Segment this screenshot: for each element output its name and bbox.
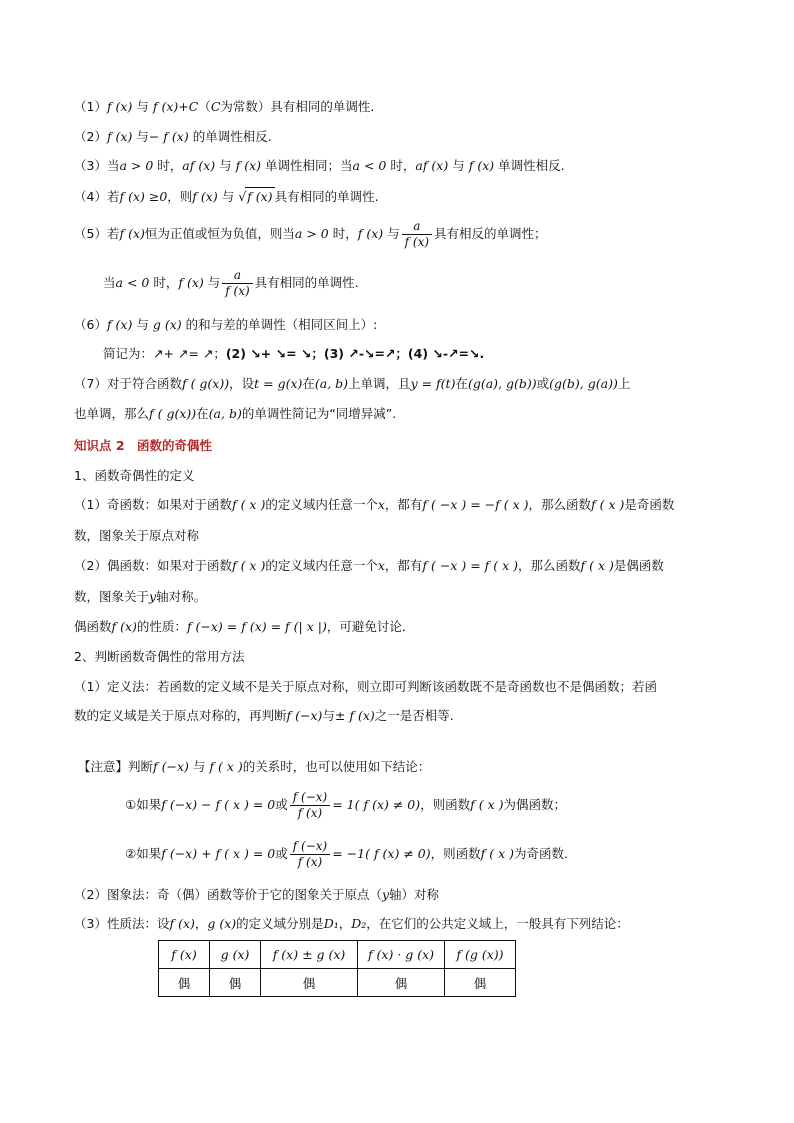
text: 或 xyxy=(275,846,288,861)
table-header-cell: f (g (x)) xyxy=(445,941,516,969)
item-number: （1） xyxy=(74,99,107,114)
numerator: f (−x) xyxy=(292,839,328,853)
text: 恒为正值或恒为负值，则当 xyxy=(144,226,295,241)
text: 时， xyxy=(157,158,183,173)
text: （2）图象法：奇（偶）函数等价于它的图象关于原点（ xyxy=(74,887,382,902)
math: af (x) xyxy=(415,158,449,173)
math: D₂ xyxy=(351,916,367,931)
text: 对于符合函数 xyxy=(106,376,182,391)
math: ± f (x) xyxy=(334,708,375,723)
math: (a, b) xyxy=(314,376,349,391)
math: g (x) xyxy=(207,916,237,931)
text: 是偶函数 xyxy=(613,558,664,573)
denominator: f (x) xyxy=(222,283,252,299)
text: 的关系时，也可以使用如下结论： xyxy=(242,759,431,774)
math: x xyxy=(377,558,385,573)
item-number: （4） xyxy=(74,189,107,204)
math: f (x) xyxy=(111,619,137,634)
text: 在 xyxy=(302,376,315,391)
text: ，那么函数 xyxy=(518,558,581,573)
text: 上单调，且 xyxy=(348,376,411,391)
parity-table xyxy=(158,940,516,997)
text: 的和与差的单调性（相同区间上）: xyxy=(185,317,378,332)
math: (g(a), g(b)) xyxy=(467,376,537,391)
text: ②如果 xyxy=(125,846,162,861)
text: （ xyxy=(198,99,211,114)
fraction xyxy=(222,268,252,299)
property-5-cont xyxy=(103,266,359,300)
math: f (x) xyxy=(119,226,145,241)
text: 与 xyxy=(322,708,335,723)
text: 与 xyxy=(221,189,235,204)
item-number: （6） xyxy=(74,317,107,332)
text: ， xyxy=(338,916,352,931)
text: 为常数）具有相同的单调性. xyxy=(220,99,375,114)
property-4 xyxy=(74,187,379,206)
text: ，则函数 xyxy=(430,846,481,861)
math: f ( −x ) = −f ( x ) xyxy=(422,497,529,512)
text: 简记为：↗+ ↗= ↗； xyxy=(103,346,226,361)
table-header-row xyxy=(159,941,516,969)
math: y = f(t) xyxy=(410,376,456,391)
text: 之一是否相等. xyxy=(374,708,454,723)
text: 为奇函数． xyxy=(513,846,577,861)
text: 的定义域内任意一个 xyxy=(265,497,378,512)
text: 在 xyxy=(455,376,468,391)
math: y xyxy=(381,887,390,902)
math: = 1( f (x) ≠ 0) xyxy=(332,797,421,812)
text: 与 xyxy=(207,275,221,290)
math: f (x)+C xyxy=(152,99,199,114)
text: 时， xyxy=(390,158,416,173)
math: f (x) xyxy=(106,317,133,332)
text: 在 xyxy=(196,406,209,421)
property-7 xyxy=(74,375,630,393)
text: 单调性相同；当 xyxy=(265,158,353,173)
property-2 xyxy=(74,128,272,146)
definition-method: （1）定义法：若函数的定义域不是关于原点对称，则立即可判断该函数既不是奇函数也不是偶函数；若函 xyxy=(74,679,657,694)
text: 若 xyxy=(106,226,120,241)
math: a < 0 xyxy=(115,275,150,290)
sqrt-icon: √ xyxy=(238,189,247,204)
item-number: （3） xyxy=(74,158,107,173)
text: 与 xyxy=(136,129,149,144)
math: af (x) xyxy=(182,158,216,173)
text: ①如果 xyxy=(125,797,162,812)
text: 时， xyxy=(332,226,358,241)
even-function-def xyxy=(74,557,664,575)
text: 具有相反的单调性； xyxy=(434,226,547,241)
table-cell: 偶 xyxy=(445,969,516,997)
property-7-cont xyxy=(74,405,396,423)
odd-function-def xyxy=(74,496,674,514)
math: f ( x ) xyxy=(480,846,514,861)
text: 数的定义域是关于原点对称的，再判断 xyxy=(74,708,287,723)
math: a > 0 xyxy=(294,226,329,241)
numerator: f (−x) xyxy=(292,790,328,804)
text: (2) ↘+ ↘= ↘；(3) ↗-↘=↗；(4) ↘-↗=↘. xyxy=(225,346,485,361)
odd-function-def-cont: 数，图象关于原点对称 xyxy=(74,528,200,543)
text: 与 xyxy=(387,226,400,241)
table-cell: 偶 xyxy=(159,969,210,997)
text: 也单调，那么 xyxy=(74,406,150,421)
math: − f (x) xyxy=(148,129,189,144)
table-header-cell: f (x) xyxy=(159,941,210,969)
text: 的定义域分别是 xyxy=(236,916,324,931)
math: C xyxy=(210,99,221,114)
text: ，可避免讨论． xyxy=(326,619,415,634)
conclusion-even xyxy=(125,785,566,825)
math: f (x) xyxy=(247,189,273,204)
math: f (x) xyxy=(106,129,133,144)
text: ，设 xyxy=(229,376,255,391)
table-cell: 偶 xyxy=(358,969,445,997)
text: （2）偶函数：如果对于函数 xyxy=(74,558,232,573)
property-3 xyxy=(74,157,565,175)
math: f (−x) = f (x) = f (| x |) xyxy=(186,619,327,634)
text: 或 xyxy=(275,797,288,812)
text: ，则 xyxy=(167,189,193,204)
text: ，在它们的公共定义域上，一般具有下列结论： xyxy=(366,916,629,931)
table-cell: 偶 xyxy=(210,969,261,997)
note xyxy=(78,758,430,776)
math: f ( x ) xyxy=(209,759,243,774)
even-function-property xyxy=(74,618,414,636)
table-header-cell: f (x) · g (x) xyxy=(358,941,445,969)
conclusion-odd xyxy=(125,834,577,874)
even-function-def-cont xyxy=(74,588,206,606)
math: f ( x ) xyxy=(231,558,266,573)
math: f (x) xyxy=(357,226,384,241)
text: 与 xyxy=(136,99,149,114)
text: ，都有 xyxy=(384,497,423,512)
text: （3）性质法：设 xyxy=(74,916,170,931)
text: 的性质： xyxy=(136,619,187,634)
text: 的定义域内任意一个 xyxy=(265,558,378,573)
text: 是奇函数 xyxy=(624,497,675,512)
section-heading: 知识点 2 函数的奇偶性 xyxy=(74,438,213,453)
math: t = g(x) xyxy=(254,376,303,391)
item-number: （2） xyxy=(74,129,107,144)
graph-method xyxy=(74,886,439,904)
math: f ( x ) xyxy=(470,797,504,812)
text: 单调性相反. xyxy=(498,158,565,173)
math: x xyxy=(377,497,385,512)
text: 或 xyxy=(536,376,550,391)
denominator: f (x) xyxy=(290,805,330,821)
math: f (x) xyxy=(235,158,262,173)
text: 具有相同的单调性. xyxy=(254,275,359,290)
item-number: （5） xyxy=(74,226,107,241)
denominator: f (x) xyxy=(290,854,330,870)
fraction xyxy=(290,839,330,870)
text: 轴）对称 xyxy=(389,887,440,902)
math: g (x) xyxy=(152,317,182,332)
table-row xyxy=(159,969,516,997)
text: 与 xyxy=(136,317,149,332)
definition-title: 1、函数奇偶性的定义 xyxy=(74,468,195,483)
math: f ( g(x)) xyxy=(181,376,230,391)
text: 当 xyxy=(103,275,116,290)
property-6-mnemonic xyxy=(103,345,484,363)
math: a < 0 xyxy=(352,158,387,173)
judge-methods-title: 2、判断函数奇偶性的常用方法 xyxy=(74,649,245,664)
math: f (−x) + f ( x ) = 0 xyxy=(161,846,276,861)
text: 偶函数 xyxy=(74,619,112,634)
item-number: （7） xyxy=(74,376,107,391)
table-header-cell: f (x) ± g (x) xyxy=(261,941,358,969)
text: 若 xyxy=(106,189,120,204)
math: f (−x) xyxy=(153,759,189,774)
numerator: a xyxy=(413,219,421,233)
math: D₁ xyxy=(323,916,339,931)
math: f (x) xyxy=(169,916,195,931)
fraction xyxy=(402,219,432,250)
property-5 xyxy=(74,217,547,251)
text: 与 xyxy=(452,158,465,173)
math: f (x) xyxy=(192,189,218,204)
math: f (−x) xyxy=(286,708,323,723)
math: f (x) xyxy=(468,158,495,173)
text: 具有相同的单调性. xyxy=(274,189,379,204)
math: = −1( f (x) ≠ 0) xyxy=(332,846,431,861)
math: y xyxy=(149,589,157,604)
text: ，那么函数 xyxy=(528,497,592,512)
property-1 xyxy=(74,98,374,116)
math: f ( −x ) = f ( x ) xyxy=(422,558,519,573)
text: 当 xyxy=(106,158,120,173)
definition-method-cont xyxy=(74,707,454,725)
text: ， xyxy=(194,916,208,931)
text: 的单调性简记为“同增异减”. xyxy=(241,406,397,421)
math: (g(b), g(a)) xyxy=(549,376,618,391)
math: f (−x) − f ( x ) = 0 xyxy=(161,797,276,812)
text: 上 xyxy=(617,376,631,391)
math: a > 0 xyxy=(119,158,154,173)
text: ，都有 xyxy=(384,558,423,573)
text: 与 xyxy=(219,158,232,173)
text: 轴对称。 xyxy=(156,589,207,604)
fraction xyxy=(290,790,330,821)
text: 的单调性相反. xyxy=(192,129,272,144)
math: f (x) xyxy=(106,99,133,114)
math: f ( x ) xyxy=(231,497,266,512)
denominator: f (x) xyxy=(402,234,432,250)
text: （1）奇函数：如果对于函数 xyxy=(74,497,232,512)
table-header-cell: g (x) xyxy=(210,941,261,969)
math: f ( x ) xyxy=(591,497,625,512)
text: ，则函数 xyxy=(420,797,471,812)
text: 数，图象关于 xyxy=(74,589,150,604)
math: f ( x ) xyxy=(580,558,614,573)
text: 【注意】判断 xyxy=(78,759,154,774)
property-6 xyxy=(74,316,377,334)
text: 为偶函数； xyxy=(503,797,567,812)
math: f ( g(x)) xyxy=(149,406,197,421)
math: f (x) ≥0 xyxy=(119,189,168,204)
text: 时， xyxy=(153,275,179,290)
text: 与 xyxy=(192,759,206,774)
math: f (x) xyxy=(178,275,204,290)
numerator: a xyxy=(233,268,242,282)
table-cell: 偶 xyxy=(261,969,358,997)
property-method xyxy=(74,915,629,933)
math: (a, b) xyxy=(208,406,242,421)
